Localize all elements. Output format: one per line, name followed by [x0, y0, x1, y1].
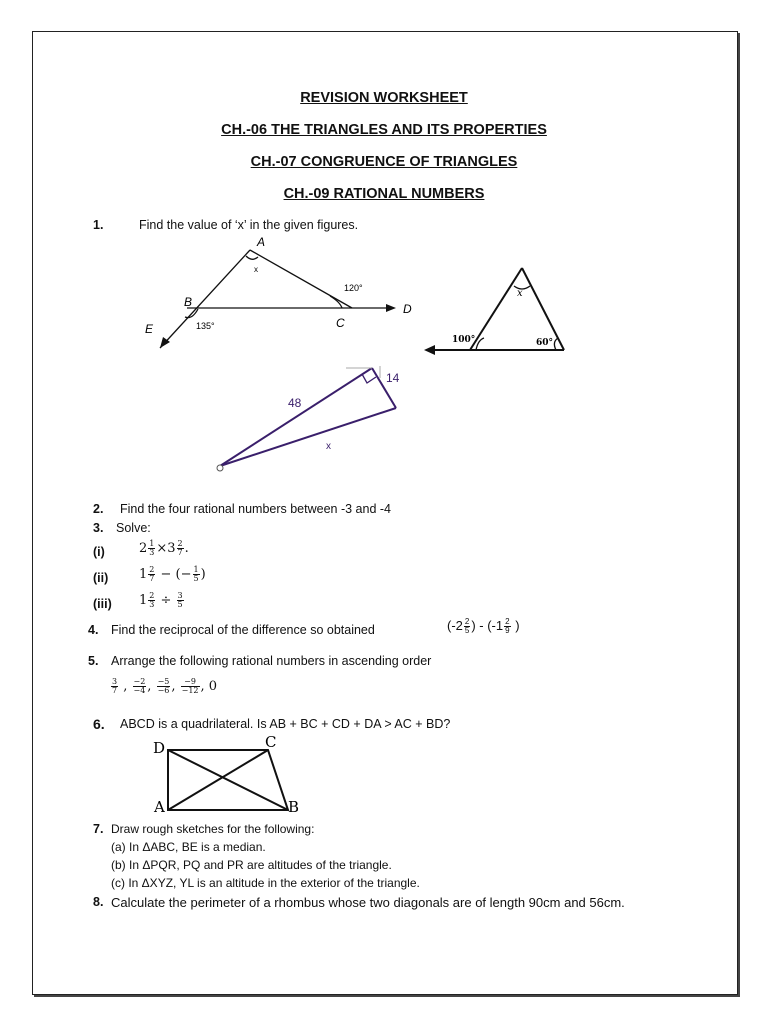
- fig1-label-a: A: [257, 235, 266, 249]
- q3-part-ii-expression: 1 $\frac{2}{7}$ − (− $\frac{1}{5}$ ): [139, 565, 206, 583]
- q3-part-iii-label: (iii): [93, 597, 112, 611]
- fig1-label-d: D: [403, 302, 412, 316]
- chapter-heading-07: CH.-07 CONGRUENCE OF TRIANGLES: [250, 154, 518, 170]
- fig1-angle-120: 120°: [344, 283, 363, 293]
- chapter-heading-09: CH.-09 RATIONAL NUMBERS: [283, 186, 485, 202]
- q3-part-i-label: (i): [93, 545, 105, 559]
- q3-text: Solve:: [116, 521, 151, 535]
- q7-part-a: (a) In ΔABC, BE is a median.: [111, 840, 266, 854]
- fig3-hypotenuse-48: 48: [288, 396, 302, 410]
- q2-number: 2.: [93, 502, 104, 516]
- fig6-label-d: D: [153, 739, 166, 757]
- q6-number: 6.: [93, 716, 105, 732]
- q7-text: Draw rough sketches for the following:: [111, 822, 315, 836]
- q8-number: 8.: [93, 895, 104, 909]
- q3-part-ii-label: (ii): [93, 571, 109, 585]
- fig3-side-14: 14: [386, 371, 400, 385]
- chapter-heading-06: CH.-06 THE TRIANGLES AND ITS PROPERTIES: [221, 122, 547, 138]
- q4-number: 4.: [88, 623, 99, 637]
- q1-text: Find the value of ‘x’ in the given figures.: [139, 218, 359, 232]
- worksheet-title: REVISION WORKSHEET: [300, 90, 468, 106]
- fig6-label-a: A: [154, 798, 165, 816]
- fig2-angle-100: 100°: [452, 335, 476, 345]
- q2-text: Find the four rational numbers between -3 and -4: [120, 502, 391, 516]
- q7-part-b: (b) In ΔPQR, PQ and PR are altitudes of the triangle.: [111, 858, 392, 872]
- fig1-angle-135: 135°: [196, 321, 215, 331]
- q5-number: 5.: [88, 654, 99, 668]
- q4-text: Find the reciprocal of the difference so obtained: [111, 623, 375, 637]
- fig2-x: x: [517, 288, 523, 299]
- q8-text: Calculate the perimeter of a rhombus whose two diagonals are of length 90cm and 56cm.: [111, 895, 625, 910]
- fig6-label-c: C: [265, 733, 277, 751]
- fig1-x: x: [254, 265, 258, 274]
- q5-numbers-list: $\frac{3}{7}$ , $\frac{-2}{-4}$ , $\frac{-5}{-6}$ , $\frac{-9}{-12}$ , 0: [112, 677, 218, 695]
- fig6-label-b: B: [288, 798, 300, 816]
- fig3-x: x: [326, 441, 331, 452]
- q5-text: Arrange the following rational numbers in ascending order: [111, 654, 432, 668]
- fig1-label-b: B: [184, 295, 193, 309]
- q3-part-i-expression: 2 $\frac{1}{3}$ ×3 $\frac{2}{7}$ .: [139, 539, 189, 557]
- q3-number: 3.: [93, 521, 104, 535]
- q3-part-iii-expression: 1 $\frac{2}{3}$ ÷ $\frac{3}{5}$: [139, 591, 183, 609]
- fig1-label-c: C: [336, 316, 345, 330]
- q1-number: 1.: [93, 218, 104, 232]
- q6-text: ABCD is a quadrilateral. Is AB + BC + CD + DA > AC + BD?: [120, 717, 451, 731]
- fig1-label-e: E: [145, 322, 154, 336]
- q7-part-c: (c) In ΔXYZ, YL is an altitude in the exterior of the triangle.: [111, 876, 420, 890]
- q5-zero: 0: [208, 679, 218, 694]
- q7-number: 7.: [93, 822, 104, 836]
- q4-expression: (-2 $\frac{2}{5}$ ) - (-1 $\frac{2}{9}$ ): [447, 617, 520, 636]
- fig2-angle-60: 60°: [536, 338, 554, 348]
